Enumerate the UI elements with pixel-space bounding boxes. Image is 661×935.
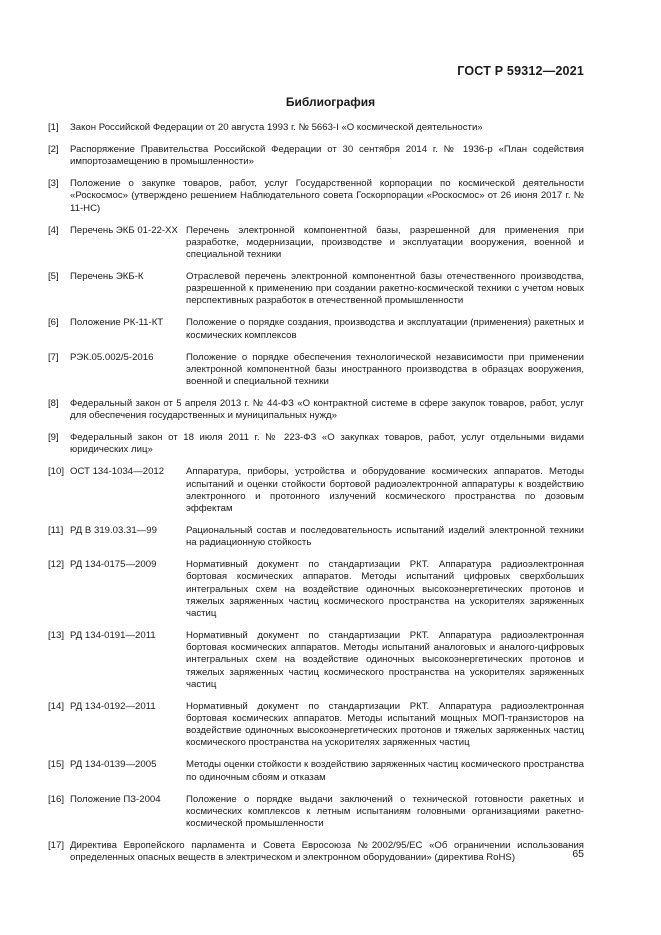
entry-number: [13] <box>48 630 65 642</box>
entry-number: [11] <box>48 525 64 537</box>
entry-number: [3] <box>48 178 59 190</box>
bibliography-list <box>48 122 584 874</box>
entry-document-code: Перечень ЭКБ-К <box>70 271 144 283</box>
bibliography-entry <box>48 432 584 456</box>
entry-number: [16] <box>48 793 65 805</box>
entry-description: Положение о порядке обеспечения технологической независимости при применении электронной компонентной базы иностранного производства в образцах вооружения, военной и специальной техники <box>186 351 584 388</box>
entry-text: Закон Российской Федерации от 20 августа 1993 г. № 5663-I «О космической деятельности» <box>70 122 483 133</box>
entry-document-code: РД 134-0191—2011 <box>70 630 156 642</box>
bibliography-entry <box>48 759 584 783</box>
entry-document-code: Положение РК-11-КТ <box>70 317 164 329</box>
entry-number: [8] <box>48 398 59 410</box>
entry-number: [10] <box>48 466 65 478</box>
bibliography-entry <box>48 630 584 691</box>
entry-number: [15] <box>48 759 65 771</box>
entry-description: Рациональный состав и последовательность испытаний изделий электронной техники на радиационную стойкость <box>186 525 584 549</box>
page-title: Библиография <box>285 95 376 109</box>
entry-document-code: РД 134-0175—2009 <box>70 559 157 571</box>
entry-document-code: РД 134-0139—2005 <box>70 759 157 771</box>
entry-number: [6] <box>48 317 59 329</box>
bibliography-entry <box>48 178 584 215</box>
entry-text: Директива Европейского парламента и Совета Евросоюза №2002/95/ЕС «Об ограничении использования определенных опасных веществ в электрическом и электронном оборудовании» (директива RoHS) <box>70 840 584 864</box>
entry-number: [14] <box>48 700 65 712</box>
entry-number: [7] <box>48 351 59 363</box>
entry-document-code: РД В 319.03.31—99 <box>70 525 157 537</box>
entry-text: Положение о закупке товаров, работ, услуг Государственной корпорации по космической деятельности «Роскосмос» (утверждено решением Наблюдательного совета Госкорпорации «Роскосмос» от 26 июня 2017 г. № 11-НС) <box>70 178 584 214</box>
bibliography-entry <box>48 352 584 389</box>
entry-text: Федеральный закон от 18 июля 2011 г. № 223-ФЗ «О закупках товаров, работ, услуг отдельными видами юридических лиц» <box>70 432 584 456</box>
entry-number: [17] <box>48 840 65 852</box>
entry-number: [4] <box>48 224 59 236</box>
bibliography-entry <box>48 840 584 864</box>
entry-document-code: РЭК.05.002/5-2016 <box>70 351 154 363</box>
entry-description: Отраслевой перечень электронной компонентной базы отечественного производства, разрешенной к применению при создании ракетно-космической техники с учетом новых перспективных разработок в отечественной промышленности <box>186 271 584 307</box>
entry-text: Распоряжение Правительства Российской Федерации от 30 сентября 2014 г. № 1936-р «План содействия импортозамещению в промышленности» <box>70 144 584 168</box>
entry-number: [2] <box>48 144 59 155</box>
entry-document-code: ОСТ 134-1034—2012 <box>70 466 165 478</box>
bibliography-entry <box>48 794 584 831</box>
entry-number: [1] <box>48 122 59 133</box>
entry-description: Аппаратура, приборы, устройства и оборудование космических аппаратов. Методы испытаний и оценки стойкости бортовой радиоэлектронной аппаратуры к воздействию электронного и протонного излучений космического пространства по дозовым эффектам <box>186 466 584 515</box>
entry-description: Положение о порядке выдачи заключений о технической готовности ракетных и космических комплексов к летным испытаниям головными организациями ракетно-космической промышленности <box>186 793 584 830</box>
bibliography-entry <box>48 122 584 134</box>
entry-text: Федеральный закон от 5 апреля 2013 г. № 44-ФЗ «О контрактной системе в сфере закупок товаров, работ, услуг для обеспечения государственных и муниципальных нужд» <box>70 398 584 422</box>
entry-document-code: РД 134-0192—2011 <box>70 700 156 712</box>
bibliography-entry <box>48 466 584 515</box>
entry-description: Перечень электронной компонентной базы, разрешенной для применения при разработке, модернизации, производстве и эксплуатации вооружения, военной и специальной техники <box>186 224 584 261</box>
entry-number: [5] <box>48 271 59 283</box>
bibliography-entry <box>48 559 584 620</box>
standard-code: ГОСТ Р 59312—2021 <box>457 64 584 78</box>
entry-document-code: Перечень ЭКБ 01-22-ХХ <box>70 224 178 236</box>
entry-document-code: Положение ПЗ-2004 <box>70 793 161 805</box>
bibliography-entry <box>48 525 584 549</box>
entry-description: Нормативный документ по стандартизации РКТ. Аппаратура радиоэлектронная бортовая космических аппаратов. Методы испытаний цифровых сверхбольших интегральных схем на воздействие одиночных высокоэнергетических протонов и тяжелых заряженных частиц космического пространства на ускорителях заряженных частиц <box>186 559 584 620</box>
entry-description: Нормативный документ по стандартизации РКТ. Аппаратура радиоэлектронная бортовая космических аппаратов. Методы испытаний аналоговых и аналого-цифровых интегральных схем на воздействие одиночных высокоэнергетических протонов и тяжелых заряженных частиц космического пространства на ускорителях заряженных частиц <box>186 630 584 690</box>
bibliography-entry <box>48 317 584 341</box>
entry-description: Нормативный документ по стандартизации РКТ. Аппаратура радиоэлектронная бортовая космических аппаратов. Методы испытаний мощных МОП-транзисторов на воздействие одиночных высокоэнергетических протонов и тяжелых заряженных частиц космического пространства на ускорителях заряженных частиц <box>186 700 584 749</box>
bibliography-entry <box>48 701 584 750</box>
page-number: 65 <box>572 848 584 860</box>
bibliography-entry <box>48 225 584 262</box>
entry-number: [9] <box>48 432 59 444</box>
bibliography-entry <box>48 271 584 308</box>
entry-number: [12] <box>48 559 65 571</box>
entry-description: Положение о порядке создания, производства и эксплуатации (применения) ракетных и космических комплексов <box>186 317 584 341</box>
bibliography-entry <box>48 144 584 168</box>
bibliography-entry <box>48 398 584 422</box>
entry-description: Методы оценки стойкости к воздействию заряженных частиц космического пространства по одиночным сбоям и отказам <box>186 759 584 783</box>
